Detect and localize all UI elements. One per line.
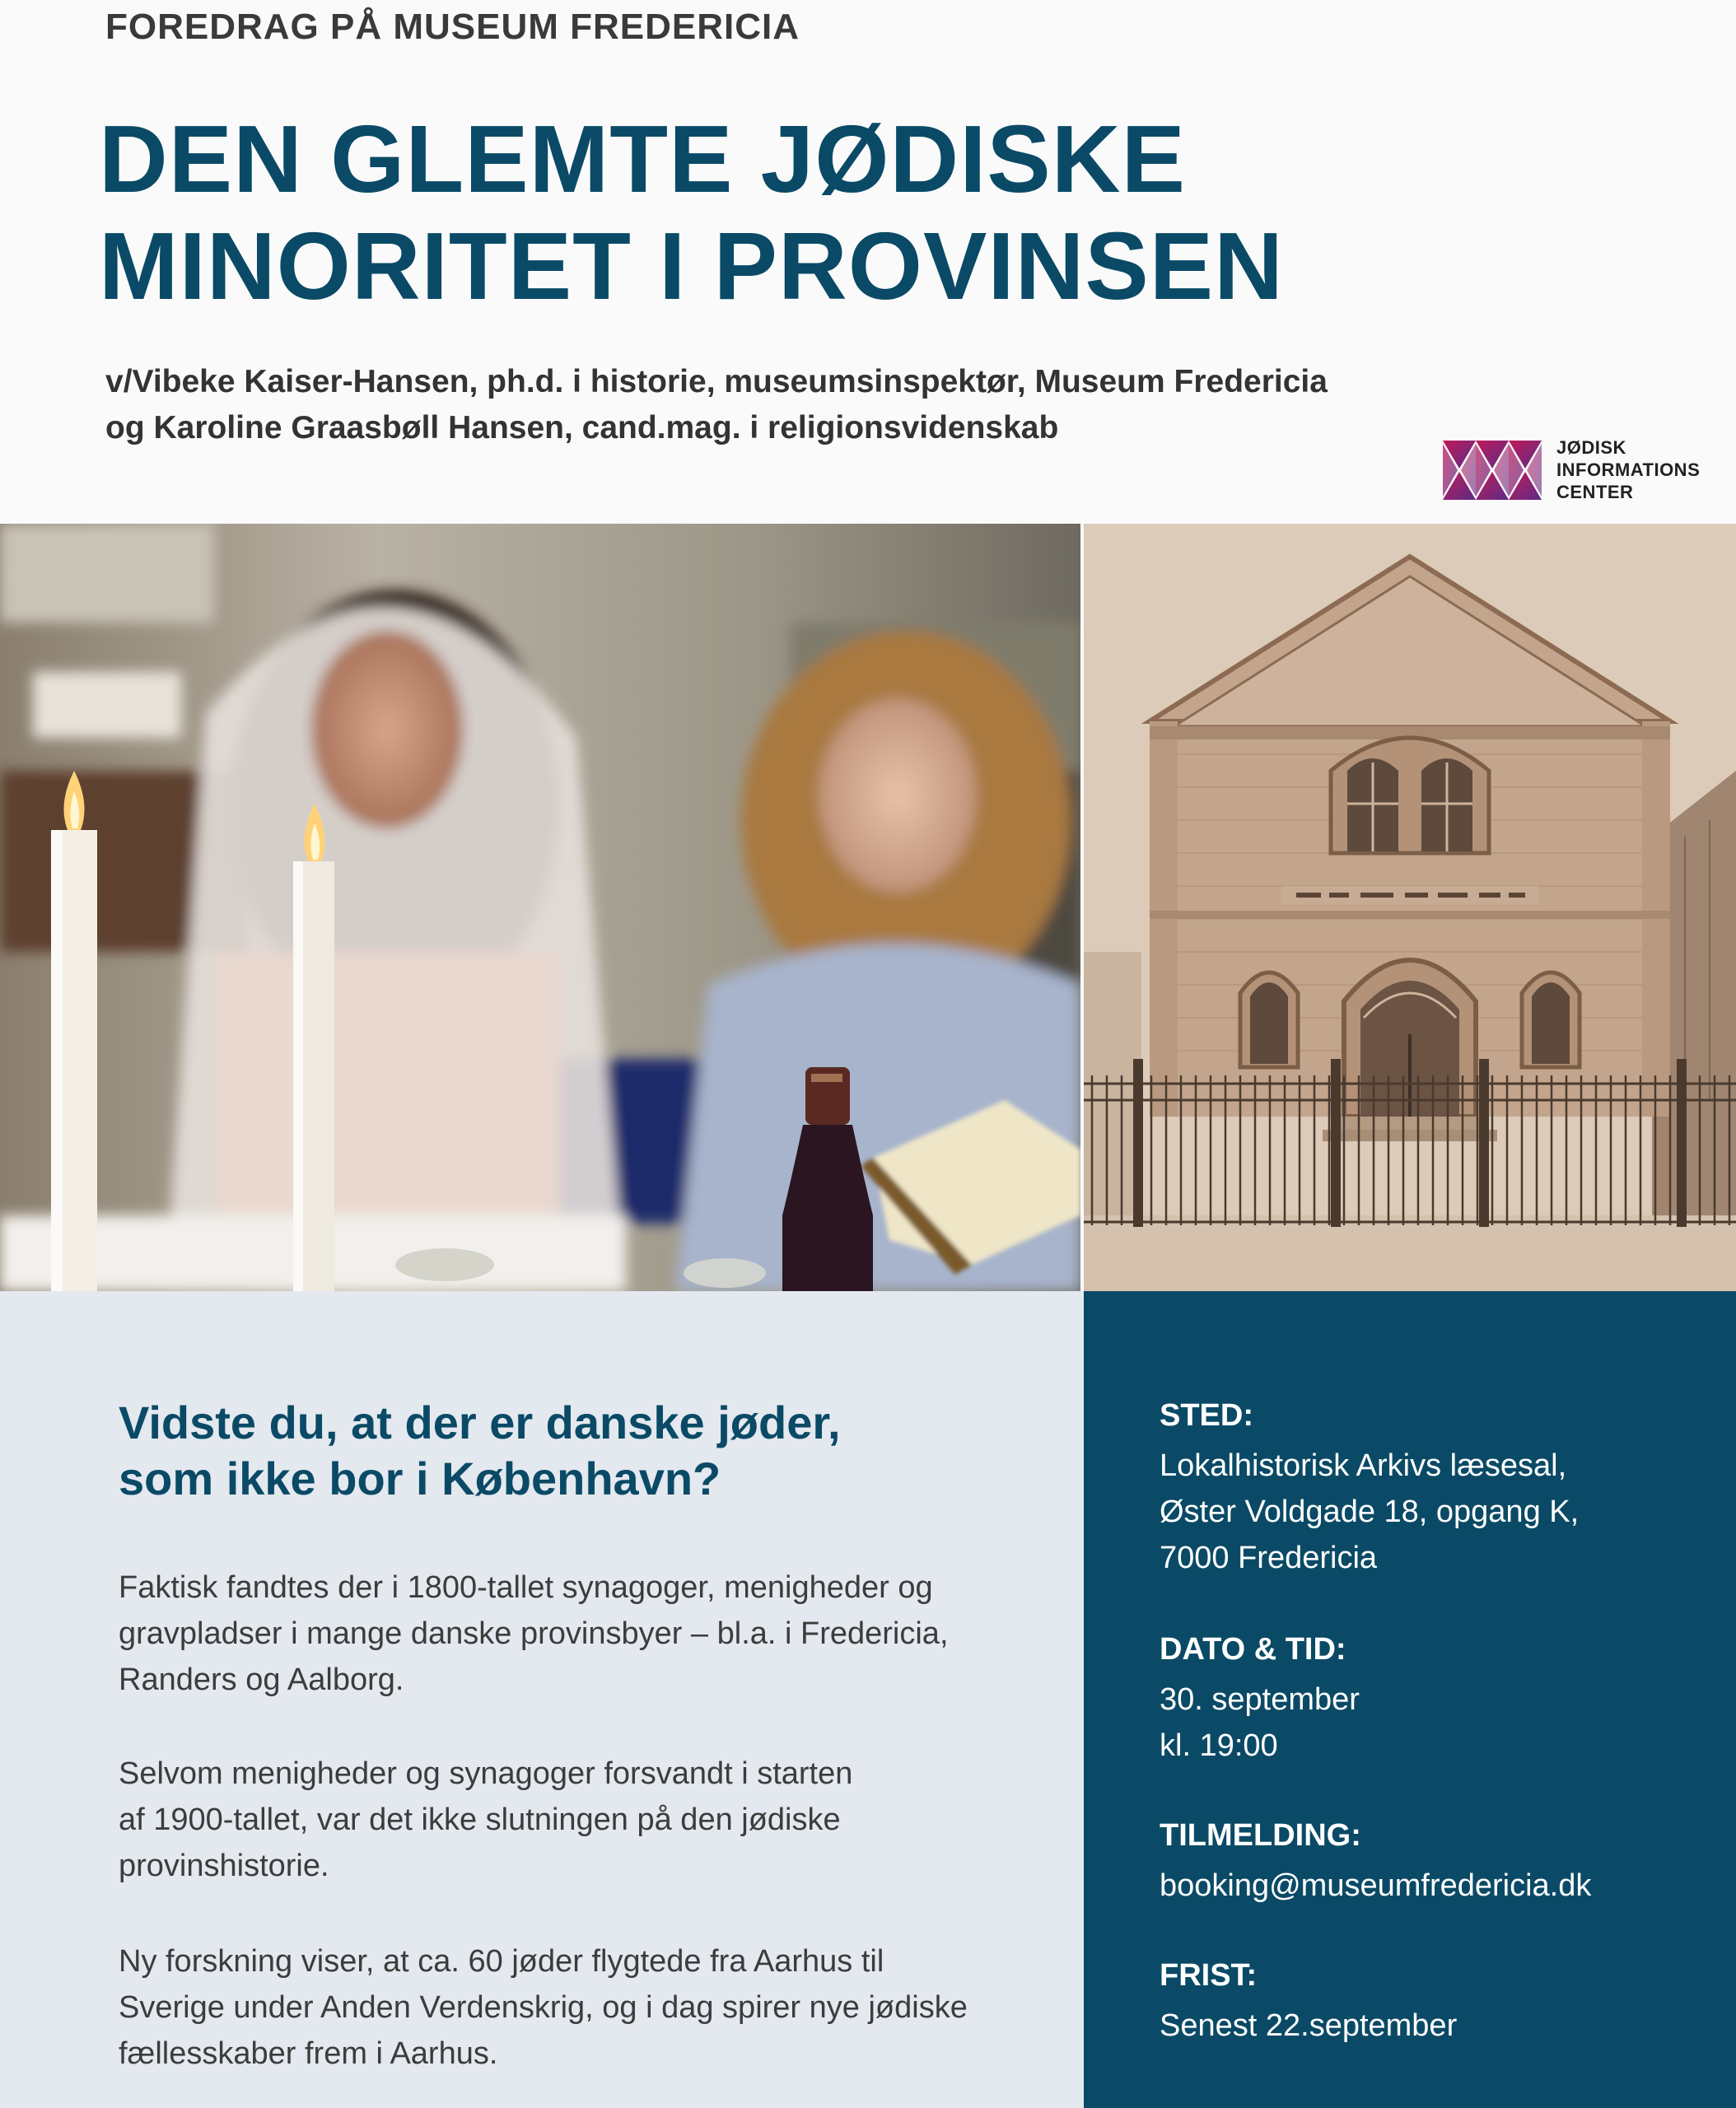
- logo-text: [1556, 436, 1700, 503]
- paragraph-line: Randers og Aalborg.: [119, 1663, 404, 1697]
- deadline-date: Senest 22.september: [1160, 2008, 1458, 2043]
- title-line-2: MINORITET I PROVINSEN: [99, 212, 1284, 319]
- address-line: 7000 Fredericia: [1160, 1541, 1378, 1575]
- address-line: Lokalhistorisk Arkivs læsesal,: [1160, 1448, 1567, 1483]
- title-line-1: DEN GLEMTE JØDISKE: [99, 105, 1186, 212]
- intro-question: [119, 1395, 841, 1507]
- two-women-with-candles-photo: [0, 524, 1080, 1291]
- date-label: DATO & TID:: [1160, 1632, 1346, 1667]
- paragraph-line: fællesskaber frem i Aarhus.: [119, 2036, 498, 2071]
- paragraph-line: Faktisk fandtes der i 1800-tallet synagoger, menigheder og: [119, 1570, 933, 1605]
- paragraph-line: gravpladser i mange danske provinsbyer – bl.a. i Fredericia,: [119, 1616, 949, 1651]
- paragraph-line: af 1900-tallet, var det ikke slutningen på den jødiske: [119, 1803, 841, 1837]
- place-address: [1160, 1443, 1579, 1581]
- logo-line-1: JØDISK: [1556, 437, 1626, 458]
- question-line-2: som ikke bor i København?: [119, 1453, 721, 1504]
- page-title: [99, 105, 1284, 319]
- paragraph-1: [119, 1565, 949, 1703]
- question-line-1: Vidste du, at der er danske jøder,: [119, 1397, 841, 1448]
- signup-label: TILMELDING:: [1160, 1818, 1361, 1853]
- paragraph-line: Ny forskning viser, at ca. 60 jøder flygtede fra Aarhus til: [119, 1944, 884, 1979]
- paragraph-2: [119, 1751, 852, 1889]
- byline-line-2: og Karoline Graasbøll Hansen, cand.mag. i religionsvidenskab: [105, 410, 1059, 445]
- paragraph-line: Sverige under Anden Verdenskrig, og i dag spirer nye jødiske: [119, 1990, 968, 2025]
- jodisk-informations-center-logo: [1443, 436, 1700, 503]
- byline-line-1: v/Vibeke Kaiser-Hansen, ph.d. i historie, museumsinspektør, Museum Fredericia: [105, 364, 1328, 399]
- place-label: STED:: [1160, 1398, 1253, 1433]
- date-line: 30. september: [1160, 1682, 1360, 1717]
- logo-triangles-icon: [1443, 441, 1542, 500]
- logo-line-3: CENTER: [1556, 482, 1634, 502]
- speakers-byline: [105, 359, 1328, 451]
- paragraph-line: Selvom menigheder og synagoger forsvandt i starten: [119, 1756, 853, 1791]
- kicker: FOREDRAG PÅ MUSEUM FREDERICIA: [105, 7, 800, 47]
- synagogue-drawing: [1084, 524, 1736, 1291]
- paragraph-3: [119, 1938, 968, 2077]
- logo-line-2: INFORMATIONS: [1556, 459, 1701, 480]
- signup-email-link[interactable]: booking@museumfredericia.dk: [1160, 1868, 1592, 1903]
- paragraph-line: provinshistorie.: [119, 1849, 329, 1883]
- date-time: [1160, 1677, 1360, 1769]
- time-line: kl. 19:00: [1160, 1728, 1278, 1763]
- deadline-label: FRIST:: [1160, 1958, 1258, 1993]
- address-line: Øster Voldgade 18, opgang K,: [1160, 1495, 1580, 1529]
